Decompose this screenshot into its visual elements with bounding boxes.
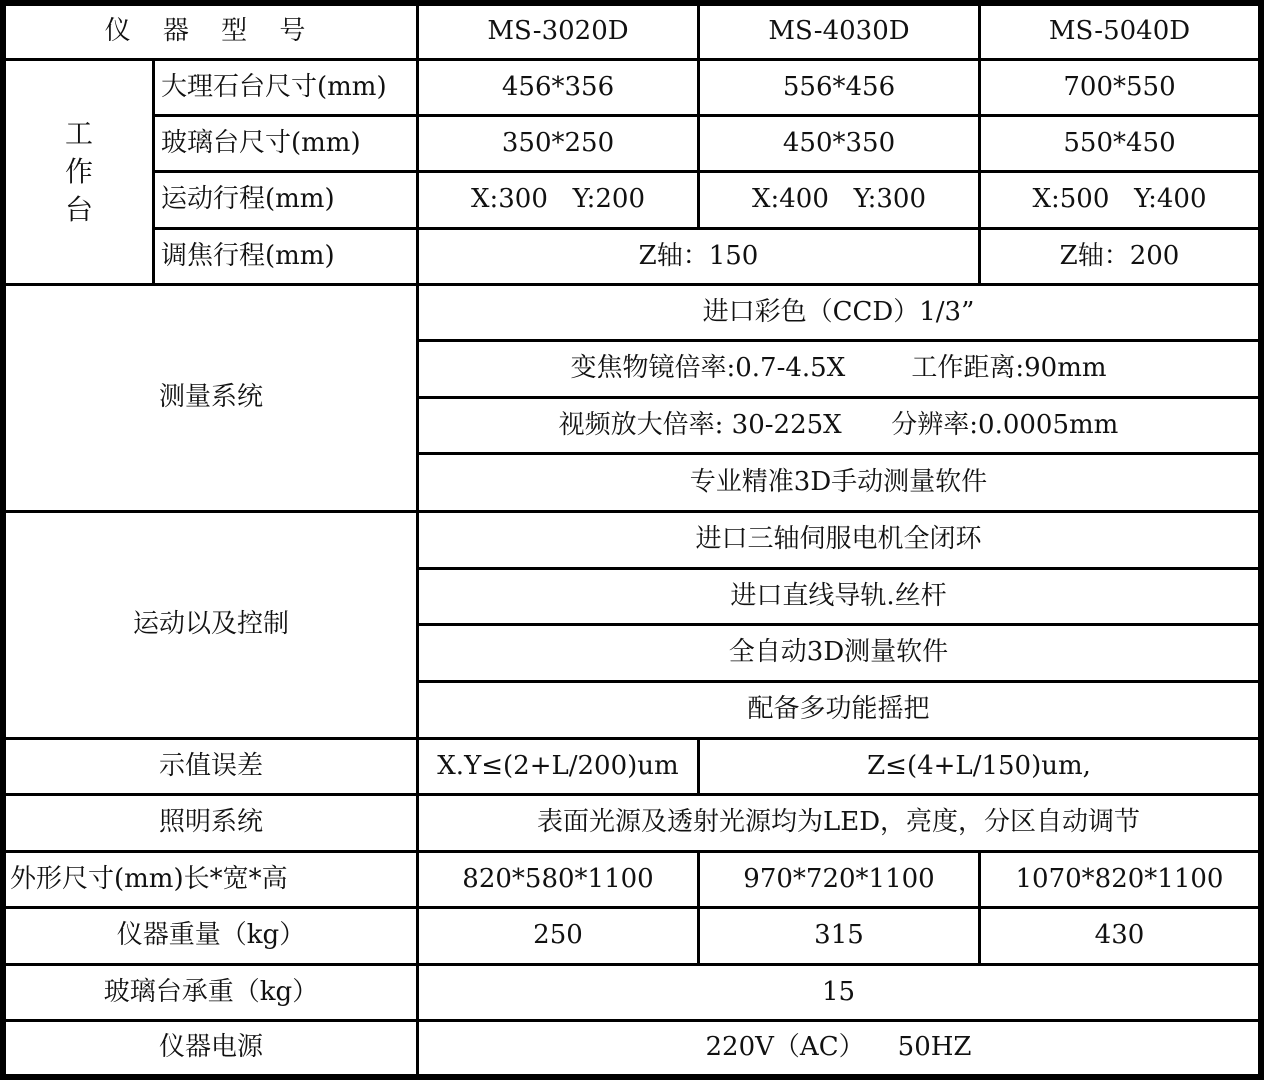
motion-guide-rail: 进口直线导轨.丝杆 — [419, 570, 1258, 623]
measurement-label: 测量系统 — [6, 286, 416, 510]
header-model-3: MS-5040D — [981, 6, 1258, 58]
weight-model-3: 430 — [981, 909, 1258, 963]
glass-size-model-1: 350*250 — [419, 117, 697, 170]
dimensions-model-2: 970*720*1100 — [700, 853, 978, 906]
measurement-video-magnification: 视频放大倍率: 30-225X 分辨率:0.0005mm — [419, 399, 1258, 452]
focus-travel-label: 调焦行程(mm) — [155, 230, 416, 283]
travel-model-3: X:500 Y:400 — [981, 173, 1258, 227]
glass-size-label: 玻璃台尺寸(mm) — [155, 117, 416, 170]
dimensions-model-1: 820*580*1100 — [419, 853, 697, 906]
motion-label: 运动以及控制 — [6, 513, 416, 737]
measurement-camera: 进口彩色（CCD）1/3” — [419, 286, 1258, 339]
header-label: 仪 器 型 号 — [6, 6, 416, 58]
weight-label: 仪器重量（kg） — [6, 909, 416, 963]
weight-model-1: 250 — [419, 909, 697, 963]
dimensions-model-3: 1070*820*1100 — [981, 853, 1258, 906]
measurement-software: 专业精准3D手动测量软件 — [419, 455, 1258, 510]
header-model-1: MS-3020D — [419, 6, 697, 58]
marble-size-model-3: 700*550 — [981, 61, 1258, 114]
travel-label: 运动行程(mm) — [155, 173, 416, 227]
accuracy-z: Z≤(4+L/150)um, — [700, 740, 1258, 793]
motion-handwheel: 配备多功能摇把 — [419, 683, 1258, 737]
marble-size-model-1: 456*356 — [419, 61, 697, 114]
weight-model-2: 315 — [700, 909, 978, 963]
lighting-label: 照明系统 — [6, 796, 416, 850]
power-label: 仪器电源 — [6, 1022, 416, 1074]
focus-travel-model-1-2: Z轴：150 — [419, 230, 978, 283]
glass-size-model-2: 450*350 — [700, 117, 978, 170]
measurement-objective: 变焦物镜倍率:0.7-4.5X 工作距离:90mm — [419, 342, 1258, 396]
motion-servo: 进口三轴伺服电机全闭环 — [419, 513, 1258, 567]
lighting-value: 表面光源及透射光源均为LED，亮度，分区自动调节 — [419, 796, 1258, 850]
focus-travel-model-3: Z轴：200 — [981, 230, 1258, 283]
travel-model-1: X:300 Y:200 — [419, 173, 697, 227]
accuracy-xy: X.Y≤(2+L/200)um — [419, 740, 697, 793]
glass-load-value: 15 — [419, 966, 1258, 1019]
glass-load-label: 玻璃台承重（kg） — [6, 966, 416, 1019]
glass-size-model-3: 550*450 — [981, 117, 1258, 170]
power-value: 220V（AC） 50HZ — [419, 1022, 1258, 1074]
dimensions-label: 外形尺寸(mm)长*宽*高 — [6, 853, 416, 906]
header-model-2: MS-4030D — [700, 6, 978, 58]
accuracy-label: 示值误差 — [6, 740, 416, 793]
marble-size-model-2: 556*456 — [700, 61, 978, 114]
motion-software: 全自动3D测量软件 — [419, 626, 1258, 680]
travel-model-2: X:400 Y:300 — [700, 173, 978, 227]
workbench-group-label: 工 作 台 — [6, 61, 152, 283]
marble-size-label: 大理石台尺寸(mm) — [155, 61, 416, 114]
